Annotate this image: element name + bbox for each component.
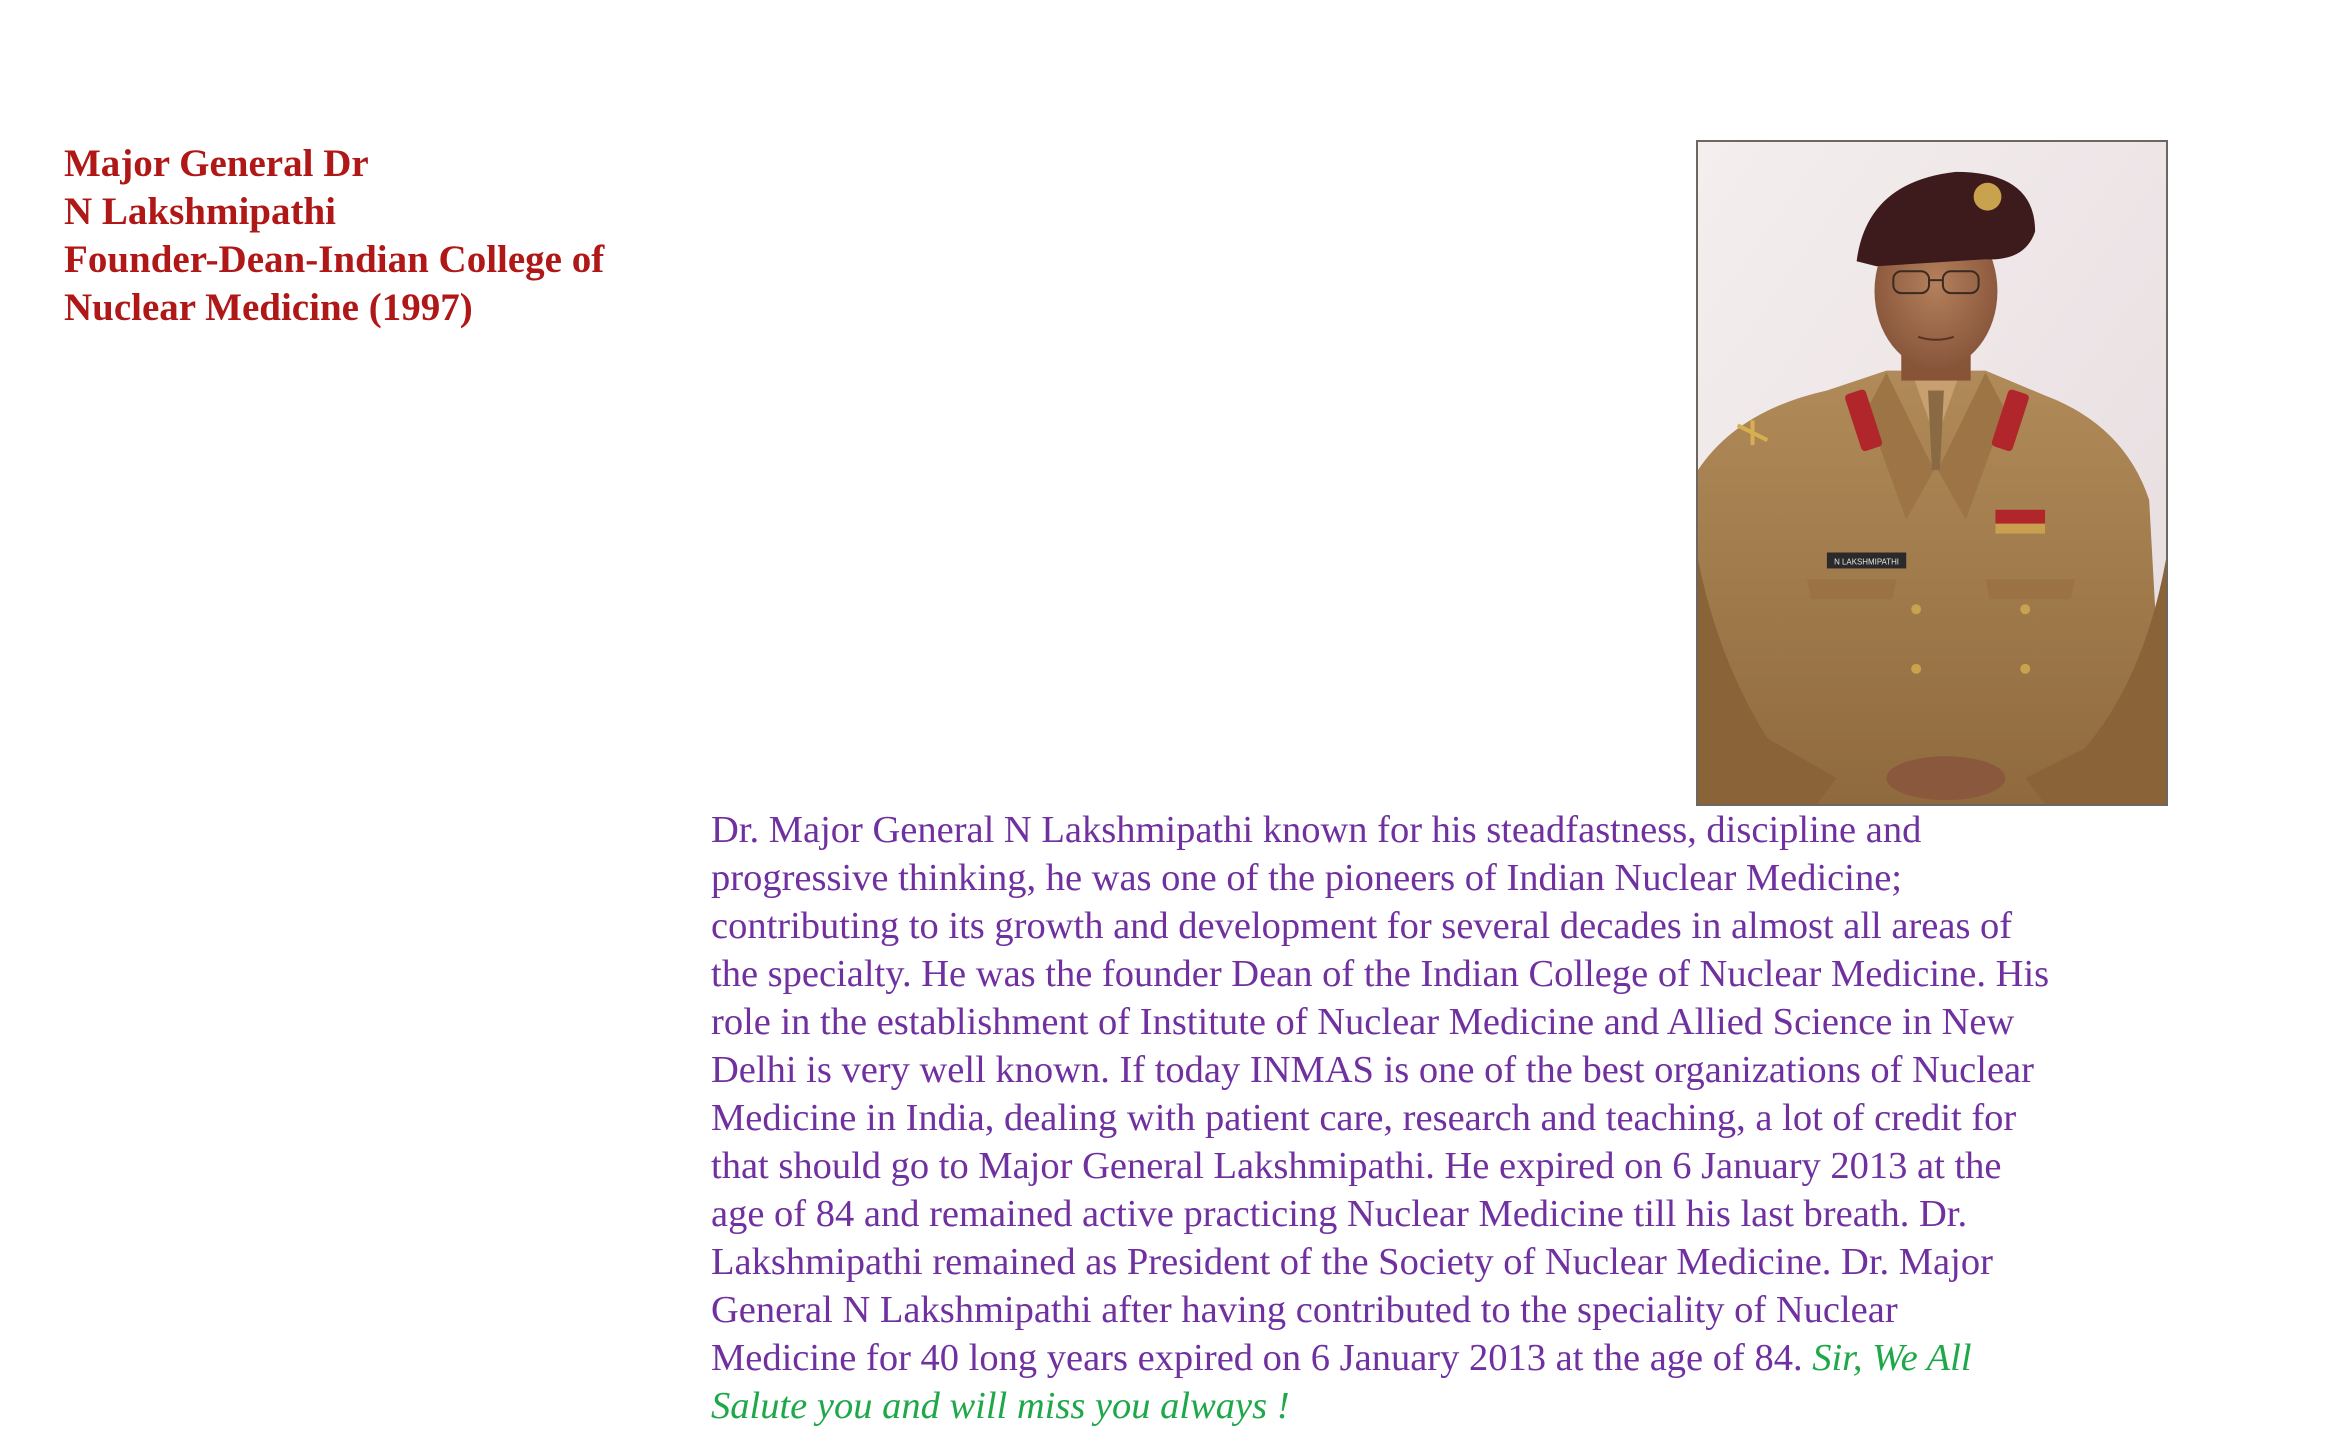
title-line-role: Founder-Dean-Indian College of (64, 238, 605, 281)
title-line-institution: Nuclear Medicine (1997) (64, 286, 473, 329)
bio-line: Lakshmipathi remained as President of the Society of Nuclear Medicine. Dr. Major (711, 1241, 1993, 1283)
bio-line-final-text: Medicine for 40 long years expired on 6 January 2013 at the age of 84. (711, 1337, 1803, 1379)
bio-line: General N Lakshmipathi after having contributed to the speciality of Nuclear (711, 1289, 1898, 1331)
bio-line: Medicine in India, dealing with patient care, research and teaching, a lot of credit for (711, 1097, 2017, 1139)
bio-line: Dr. Major General N Lakshmipathi known for his steadfastness, discipline and (711, 809, 1922, 851)
bio-line: contributing to its growth and development for several decades in almost all areas of (711, 905, 2013, 947)
bio-line: Delhi is very well known. If today INMAS is one of the best organizations of Nuclear (711, 1049, 2034, 1091)
bio-line: age of 84 and remained active practicing Nuclear Medicine till his last breath. Dr. (711, 1193, 1968, 1235)
title-line-rank: Major General Dr (64, 142, 369, 185)
title-line-name: N Lakshmipathi (64, 190, 337, 233)
bio-line: that should go to Major General Lakshmipathi. He expired on 6 January 2013 at the (711, 1145, 2002, 1187)
bio-line: role in the establishment of Institute of Nuclear Medicine and Allied Science in New (711, 1001, 2015, 1043)
bio-line: progressive thinking, he was one of the pioneers of Indian Nuclear Medicine; (711, 857, 1902, 899)
bio-line-final (711, 1334, 2211, 1382)
salute-text-start: Sir, We All (1802, 1337, 1972, 1379)
portrait-photo (1696, 140, 2168, 806)
biography-text (711, 806, 2211, 1430)
name-tag-text: N LAKSHMIPATHI (1834, 557, 1900, 567)
salute-text-end: Salute you and will miss you always ! (711, 1385, 1290, 1427)
portrait-illustration (1698, 142, 2166, 804)
page-title (64, 140, 704, 332)
bio-line: the specialty. He was the founder Dean of the Indian College of Nuclear Medicine. His (711, 953, 2050, 995)
